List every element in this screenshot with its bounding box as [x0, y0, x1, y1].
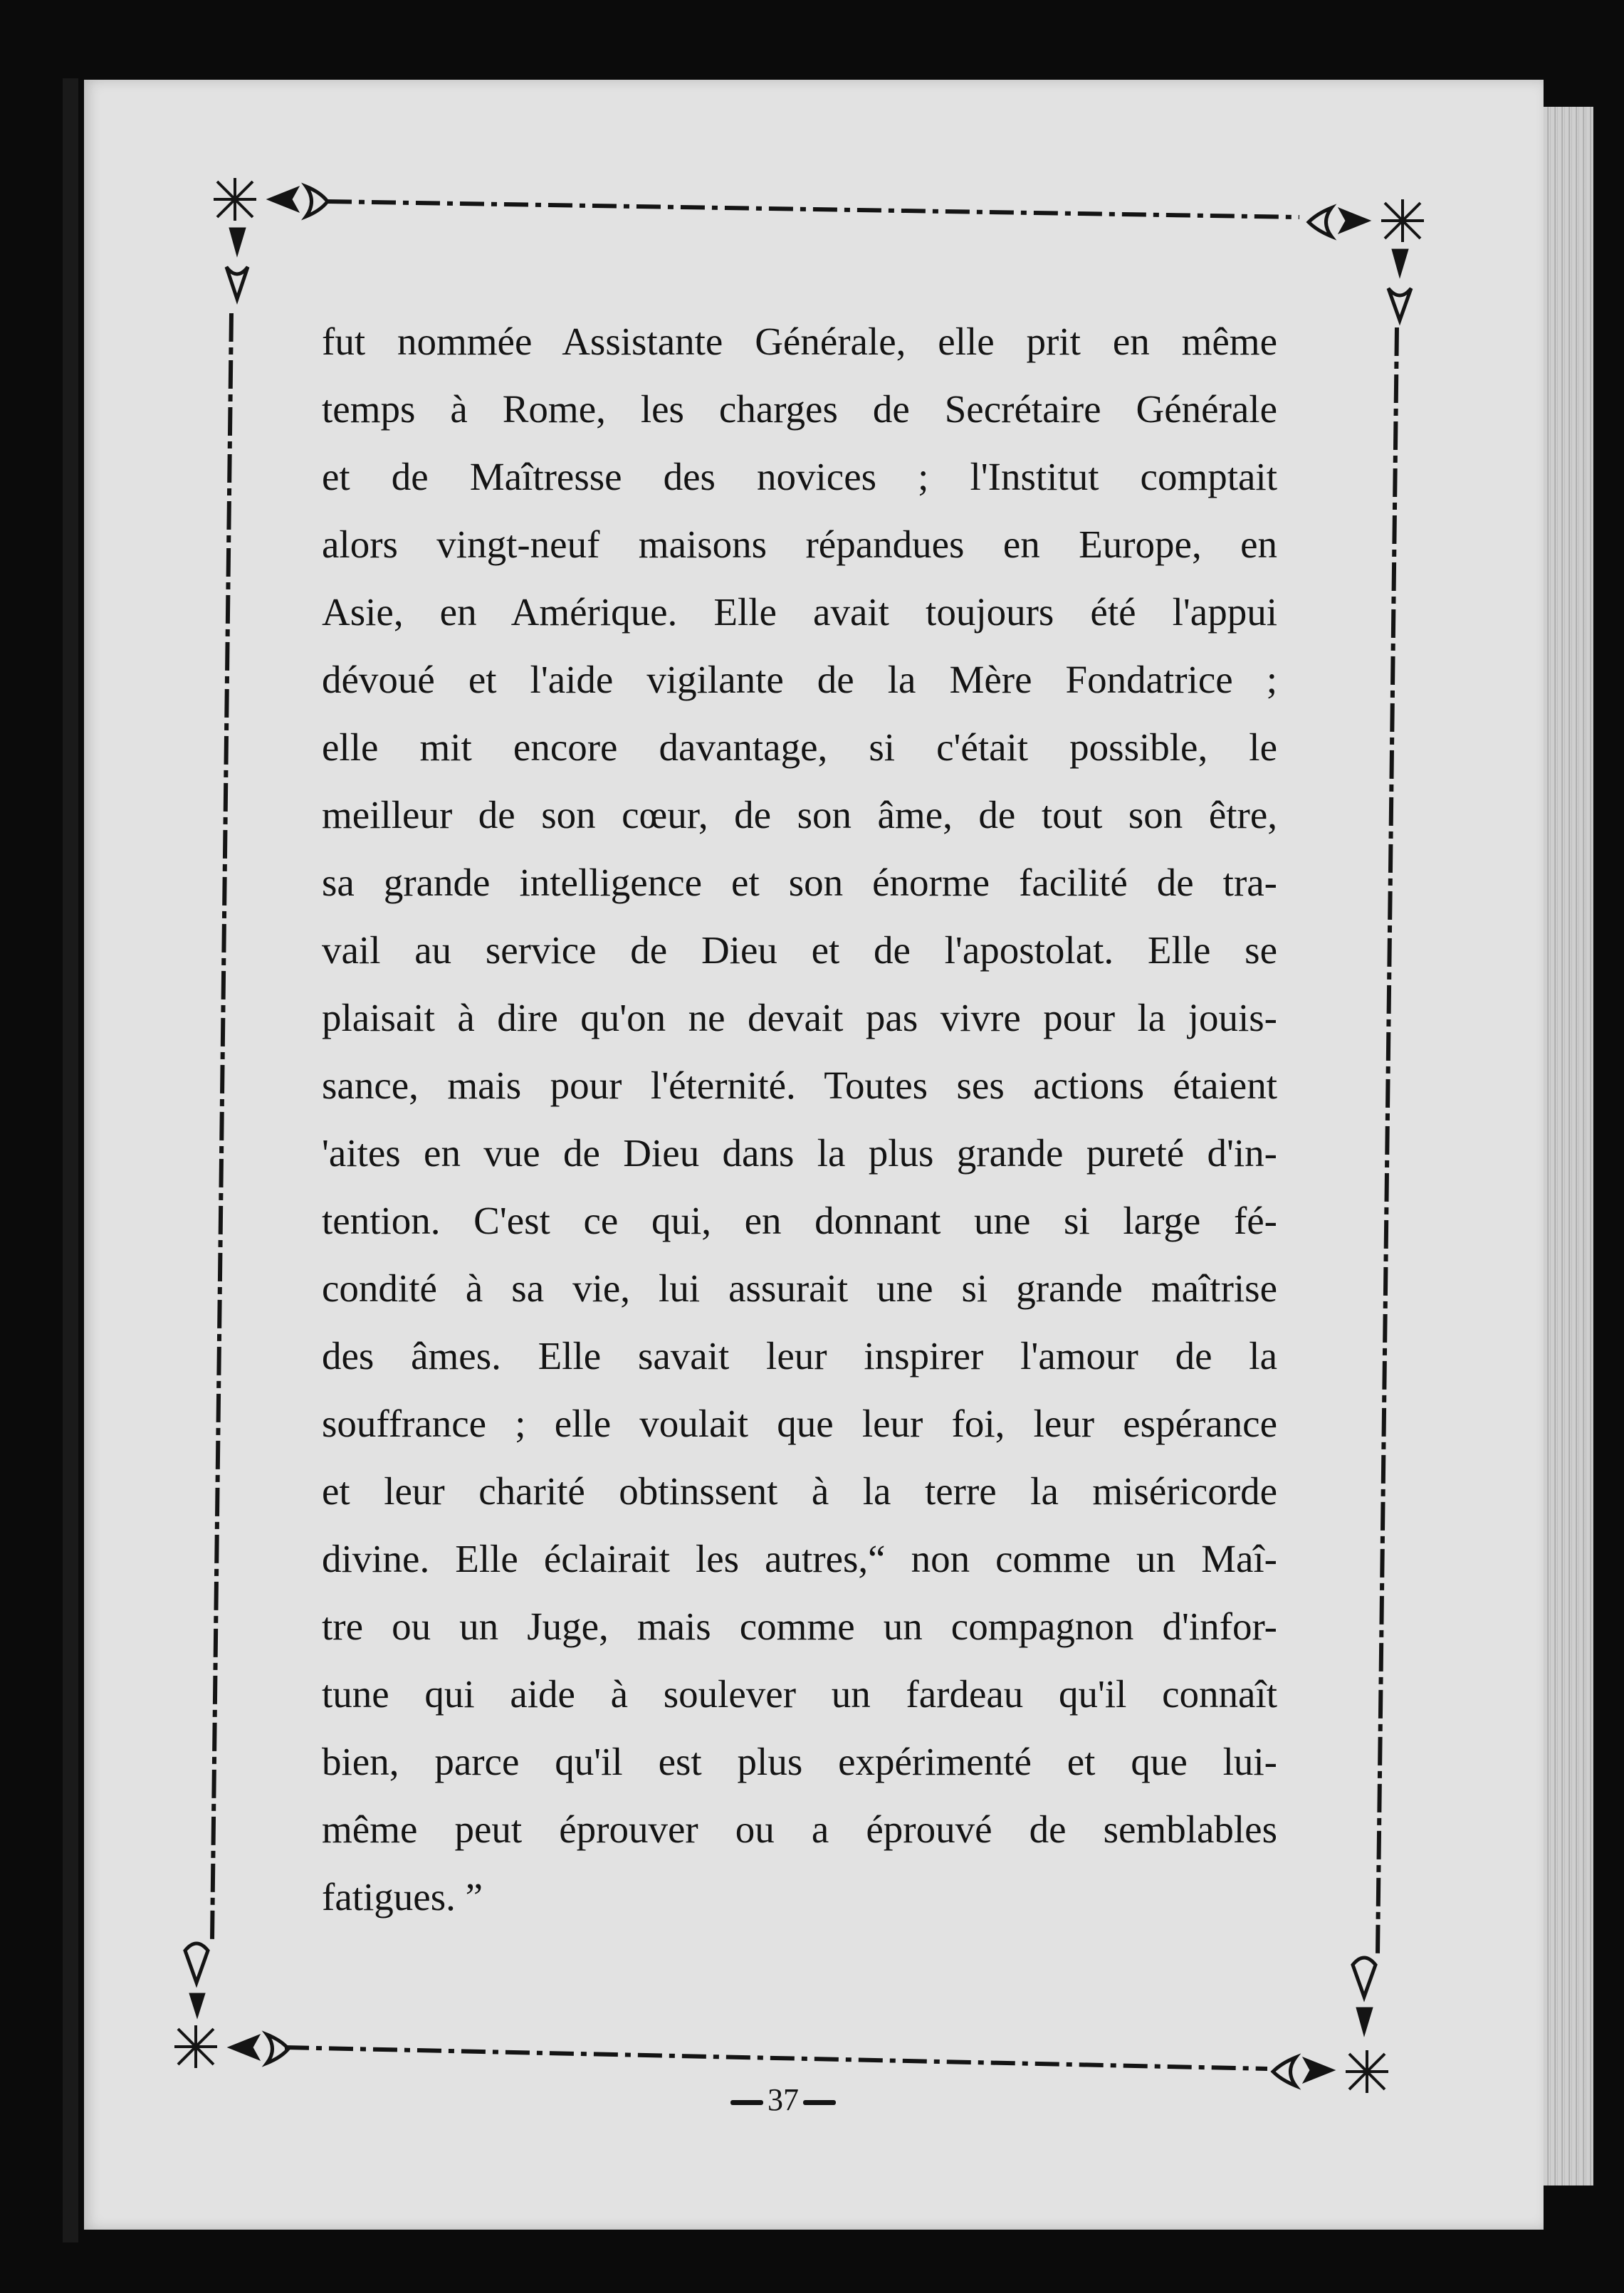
text-line: meilleur de son cœur, de son âme, de tout son être,: [322, 793, 1277, 836]
page-number-dash-left: [730, 2100, 763, 2105]
text-line: Asie, en Amérique. Elle avait toujours été l'appui: [322, 590, 1277, 634]
text-line: plaisait à dire qu'on ne devait pas vivre pour la jouis-: [322, 996, 1277, 1039]
text-line: elle mit encore davantage, si c'était possible, le: [322, 725, 1277, 769]
text-line: temps à Rome, les charges de Secrétaire Générale: [322, 387, 1277, 431]
text-line: souffrance ; elle voulait que leur foi, leur espérance: [322, 1402, 1277, 1445]
text-line: et de Maîtresse des novices ; l'Institut comptait: [322, 455, 1277, 498]
text-line: tre ou un Juge, mais comme un compagnon d'infor-: [322, 1605, 1277, 1648]
body-text: [322, 308, 1277, 1924]
text-line: divine. Elle éclairait les autres,“ non comme un Maî-: [322, 1537, 1277, 1580]
text-line: vail au service de Dieu et de l'apostolat. Elle se: [322, 928, 1277, 972]
text-line: bien, parce qu'il est plus expérimenté et que lui-: [322, 1740, 1277, 1783]
page-number-dash-right: [803, 2100, 836, 2105]
text-line: alors vingt-neuf maisons répandues en Europe, en: [322, 523, 1277, 566]
text-line: 'aites en vue de Dieu dans la plus grande pureté d'in-: [322, 1131, 1277, 1175]
text-line: et leur charité obtinssent à la terre la miséricorde: [322, 1469, 1277, 1513]
text-line-last: fatigues. ”: [322, 1875, 483, 1919]
text-line: des âmes. Elle savait leur inspirer l'amour de la: [322, 1334, 1277, 1378]
text-line: dévoué et l'aide vigilante de la Mère Fondatrice ;: [322, 658, 1277, 701]
text-line: condité à sa vie, lui assurait une si grande maîtrise: [322, 1266, 1277, 1310]
page-number: [712, 2079, 854, 2121]
text-line: sa grande intelligence et son énorme facilité de tra-: [322, 861, 1277, 904]
text-line: fut nommée Assistante Générale, elle prit en même: [322, 320, 1277, 363]
text-line: tention. C'est ce qui, en donnant une si large fé-: [322, 1199, 1277, 1242]
page-number-value: 37: [768, 2082, 799, 2117]
text-line: sance, mais pour l'éternité. Toutes ses actions étaient: [322, 1064, 1277, 1107]
text-line: tune qui aide à soulever un fardeau qu'il connaît: [322, 1672, 1277, 1716]
text-line: même peut éprouver ou a éprouvé de semblables: [322, 1807, 1277, 1851]
book-page-stack-right: [1544, 107, 1593, 2186]
book-page-edge-left: [63, 78, 78, 2242]
